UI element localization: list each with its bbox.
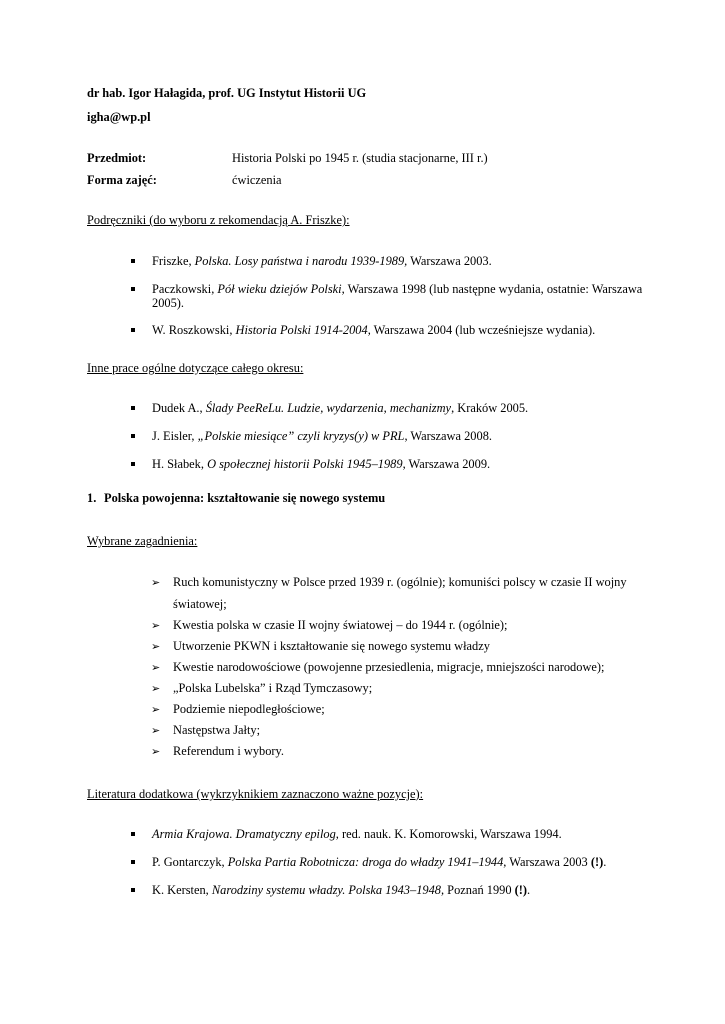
author-line: dr hab. Igor Hałagida, prof. UG Instytut Historii UG <box>87 86 367 100</box>
textbook-text: Paczkowski, Pół wieku dziejów Polski, Warszawa 1998 (lub następne wydania, ostatnie: Warszawa <box>152 282 643 296</box>
arrow-bullet-icon: ➢ <box>151 724 161 737</box>
subject-label: Przedmiot: <box>87 151 147 165</box>
arrow-bullet-icon: ➢ <box>151 682 161 695</box>
square-bullet-icon <box>131 888 135 892</box>
arrow-bullet-icon: ➢ <box>151 640 161 653</box>
square-bullet-icon <box>131 832 135 836</box>
textbook-text: Friszke, Polska. Losy państwa i narodu 1939-1989, Warszawa 2003. <box>152 254 492 268</box>
topic-text: Ruch komunistyczny w Polsce przed 1939 r. (ogólnie); komuniści polscy w czasie II wojny <box>173 575 627 589</box>
topic-text-cont: światowej; <box>173 597 227 611</box>
important-mark: (!) <box>590 855 604 869</box>
square-bullet-icon <box>131 328 135 332</box>
arrow-bullet-icon: ➢ <box>151 703 161 716</box>
textbooks-heading: Podręczniki (do wyboru z rekomendacją A. Friszke): <box>87 213 350 227</box>
form-label: Forma zajęć: <box>87 173 157 187</box>
square-bullet-icon <box>131 462 135 466</box>
arrow-bullet-icon: ➢ <box>151 661 161 674</box>
subject-value: Historia Polski po 1945 r. (studia stacjonarne, III r.) <box>232 151 488 165</box>
arrow-bullet-icon: ➢ <box>151 619 161 632</box>
square-bullet-icon <box>131 434 135 438</box>
textbook-text-cont: 2005). <box>152 296 185 310</box>
topic-text: Referendum i wybory. <box>173 744 285 758</box>
important-mark: (!) <box>514 883 528 897</box>
square-bullet-icon <box>131 406 135 410</box>
general-text: H. Słabek, O społecznej historii Polski 1945–1989, Warszawa 2009. <box>152 457 491 471</box>
arrow-bullet-icon: ➢ <box>151 745 161 758</box>
topics-heading: Wybrane zagadnienia: <box>87 534 198 548</box>
author-email: igha@wp.pl <box>87 110 151 124</box>
literature-text: P. Gontarczyk, Polska Partia Robotnicza: droga do władzy 1941–1944, Warszawa 2003 (!). <box>152 855 607 869</box>
topic-text: Utworzenie PKWN i kształtowanie się nowego systemu władzy <box>173 639 490 653</box>
square-bullet-icon <box>131 287 135 291</box>
general-text: Dudek A., Ślady PeeReLu. Ludzie, wydarzenia, mechanizmy, Kraków 2005. <box>152 401 529 415</box>
arrow-bullet-icon: ➢ <box>151 576 161 589</box>
topic-text: Kwestie narodowościowe (powojenne przesiedlenia, migracje, mniejszości narodowe); <box>173 660 605 674</box>
literature-text: Armia Krajowa. Dramatyczny epilog, red. nauk. K. Komorowski, Warszawa 1994. <box>152 827 562 841</box>
general-heading: Inne prace ogólne dotyczące całego okresu: <box>87 361 304 375</box>
literature-heading: Literatura dodatkowa (wykrzyknikiem zaznaczono ważne pozycje): <box>87 787 424 801</box>
topic-text: Kwestia polska w czasie II wojny światowej – do 1944 r. (ogólnie); <box>173 618 508 632</box>
section-title: Polska powojenna: kształtowanie się nowego systemu <box>104 491 386 505</box>
textbook-text: W. Roszkowski, Historia Polski 1914-2004, Warszawa 2004 (lub wcześniejsze wydania). <box>152 323 596 337</box>
square-bullet-icon <box>131 860 135 864</box>
square-bullet-icon <box>131 259 135 263</box>
topic-text: Podziemie niepodległościowe; <box>173 702 325 716</box>
literature-text: K. Kersten, Narodziny systemu władzy. Polska 1943–1948, Poznań 1990 (!). <box>152 883 531 897</box>
general-text: J. Eisler, „Polskie miesiące” czyli kryzys(y) w PRL, Warszawa 2008. <box>152 429 492 443</box>
form-value: ćwiczenia <box>232 173 282 187</box>
topic-text: Następstwa Jałty; <box>173 723 261 737</box>
section-number: 1. <box>87 491 97 505</box>
topic-text: „Polska Lubelska” i Rząd Tymczasowy; <box>173 681 373 695</box>
